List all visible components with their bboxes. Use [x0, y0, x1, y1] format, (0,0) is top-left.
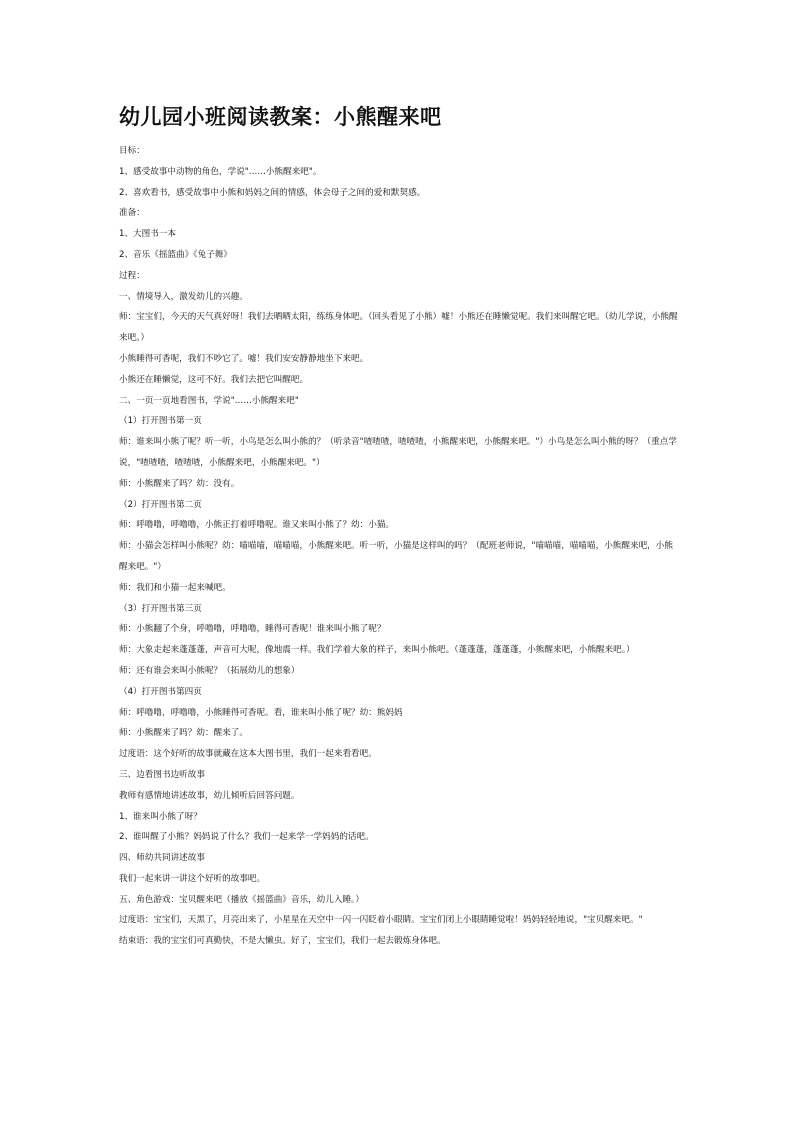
paragraph: 过度语：这个好听的故事就藏在这本大图书里，我们一起来看看吧。 — [119, 749, 377, 760]
page-step-heading: （3）打开图书第三页 — [119, 603, 202, 614]
page-step-heading: （2）打开图书第二页 — [119, 499, 202, 510]
paragraph: 小熊还在睡懒觉，这可不好。我们去把它叫醒吧。 — [119, 374, 309, 385]
paragraph: 师：呼噜噜，呼噜噜，小熊睡得可香呢。看，谁来叫小熊了呢？幼：熊妈妈 — [119, 707, 403, 718]
paragraph: 师：小熊醒来了吗？幼：醒来了。 — [119, 728, 248, 739]
paragraph: 我们一起来讲一讲这个好听的故事吧。 — [119, 873, 266, 884]
process-heading: 一、情境导入，激发幼儿的兴趣。 — [119, 291, 248, 302]
section-label-preparation: 准备： — [119, 208, 145, 219]
paragraph: 师：谁来叫小熊了呢？听一听，小鸟是怎么叫小熊的？（听录音"喳喳喳，喳喳喳，小熊醒来吧，小熊醒来吧。"）小鸟是怎么叫小熊的呀？（重点学说，"喳喳喳，喳喳喳，小熊醒来吧，小熊醒来吧。"） — [119, 437, 677, 468]
preparation-item: 1、大图书一本 — [119, 229, 177, 240]
process-heading: 三、边看图书边听故事 — [119, 769, 205, 780]
goal-item: 1、感受故事中动物的角色，学说"……小熊醒来吧"。 — [119, 166, 322, 177]
page-step-heading: （4）打开图书第四页 — [119, 686, 202, 697]
process-heading: 二、一页一页地看图书，学说"……小熊醒来吧" — [119, 395, 299, 406]
page-step-heading: （1）打开图书第一页 — [119, 416, 202, 427]
paragraph: 师：我们和小猫一起来喊吧。 — [119, 582, 231, 593]
process-heading: 五、角色游戏：宝贝醒来吧（播放《摇篮曲》音乐，幼儿入睡。） — [119, 894, 364, 905]
paragraph: 小熊睡得可香呢，我们不吵它了。嘘！我们安安静静地坐下来吧。 — [119, 353, 369, 364]
document-page — [119, 103, 679, 952]
goal-item: 2、喜欢看书，感受故事中小熊和妈妈之间的情感，体会母子之间的爱和默契感。 — [119, 187, 426, 198]
paragraph: 师：呼噜噜，呼噜噜，小熊正打着呼噜呢。谁又来叫小熊了？幼：小猫。 — [119, 520, 395, 531]
document-title: 幼儿园小班阅读教案：小熊醒来吧 — [119, 104, 442, 129]
preparation-item: 2、音乐《摇篮曲》《兔子舞》 — [119, 249, 232, 260]
paragraph: 师：大象走起来蓬蓬蓬，声音可大呢，像地震一样。我们学着大象的样子，来叫小熊吧。（蓬蓬蓬，蓬蓬蓬，小熊醒来吧，小熊醒来吧。） — [119, 645, 635, 656]
paragraph: 师：小熊醒来了吗？幼：没有。 — [119, 478, 240, 489]
question-item: 2、谁叫醒了小熊？妈妈说了什么？我们一起来学一学妈妈的话吧。 — [119, 832, 374, 843]
process-heading: 四、师幼共同讲述故事 — [119, 853, 205, 864]
paragraph: 教师有感情地讲述故事，幼儿倾听后回答问题。 — [119, 790, 300, 801]
paragraph: 师：宝宝们，今天的天气真好呀！我们去晒晒太阳，练练身体吧。（回头看见了小熊）嘘！小熊还在睡懒觉呢。我们来叫醒它吧。（幼儿学说，小熊醒来吧。） — [119, 312, 678, 344]
paragraph: 师：还有谁会来叫小熊呢？（拓展幼儿的想象） — [119, 665, 300, 676]
paragraph: 结束语：我的宝宝们可真勤快，不是大懒虫。好了，宝宝们，我们一起去锻炼身体吧。 — [119, 936, 446, 947]
paragraph: 师：小猫会怎样叫小熊呢？幼：喵喵喵，喵喵喵，小熊醒来吧。听一听，小猫是这样叫的吗？（配班老师说，"喵喵喵，喵喵喵，小熊醒来吧，小熊醒来吧。"） — [119, 541, 673, 572]
section-label-process: 过程： — [119, 270, 145, 281]
question-item: 1、谁来叫小熊了呀？ — [119, 811, 202, 822]
paragraph: 师：小熊翻了个身，呼噜噜，呼噜噜，睡得可香呢！谁来叫小熊了呢？ — [119, 624, 386, 635]
section-label-goals: 目标： — [119, 146, 145, 156]
paragraph: 过度语：宝宝们，天黑了，月亮出来了，小星星在天空中一闪一闪眨着小眼睛。宝宝们闭上小眼睛睡觉啦！妈妈轻轻地说，"宝贝醒来吧。" — [119, 915, 643, 926]
